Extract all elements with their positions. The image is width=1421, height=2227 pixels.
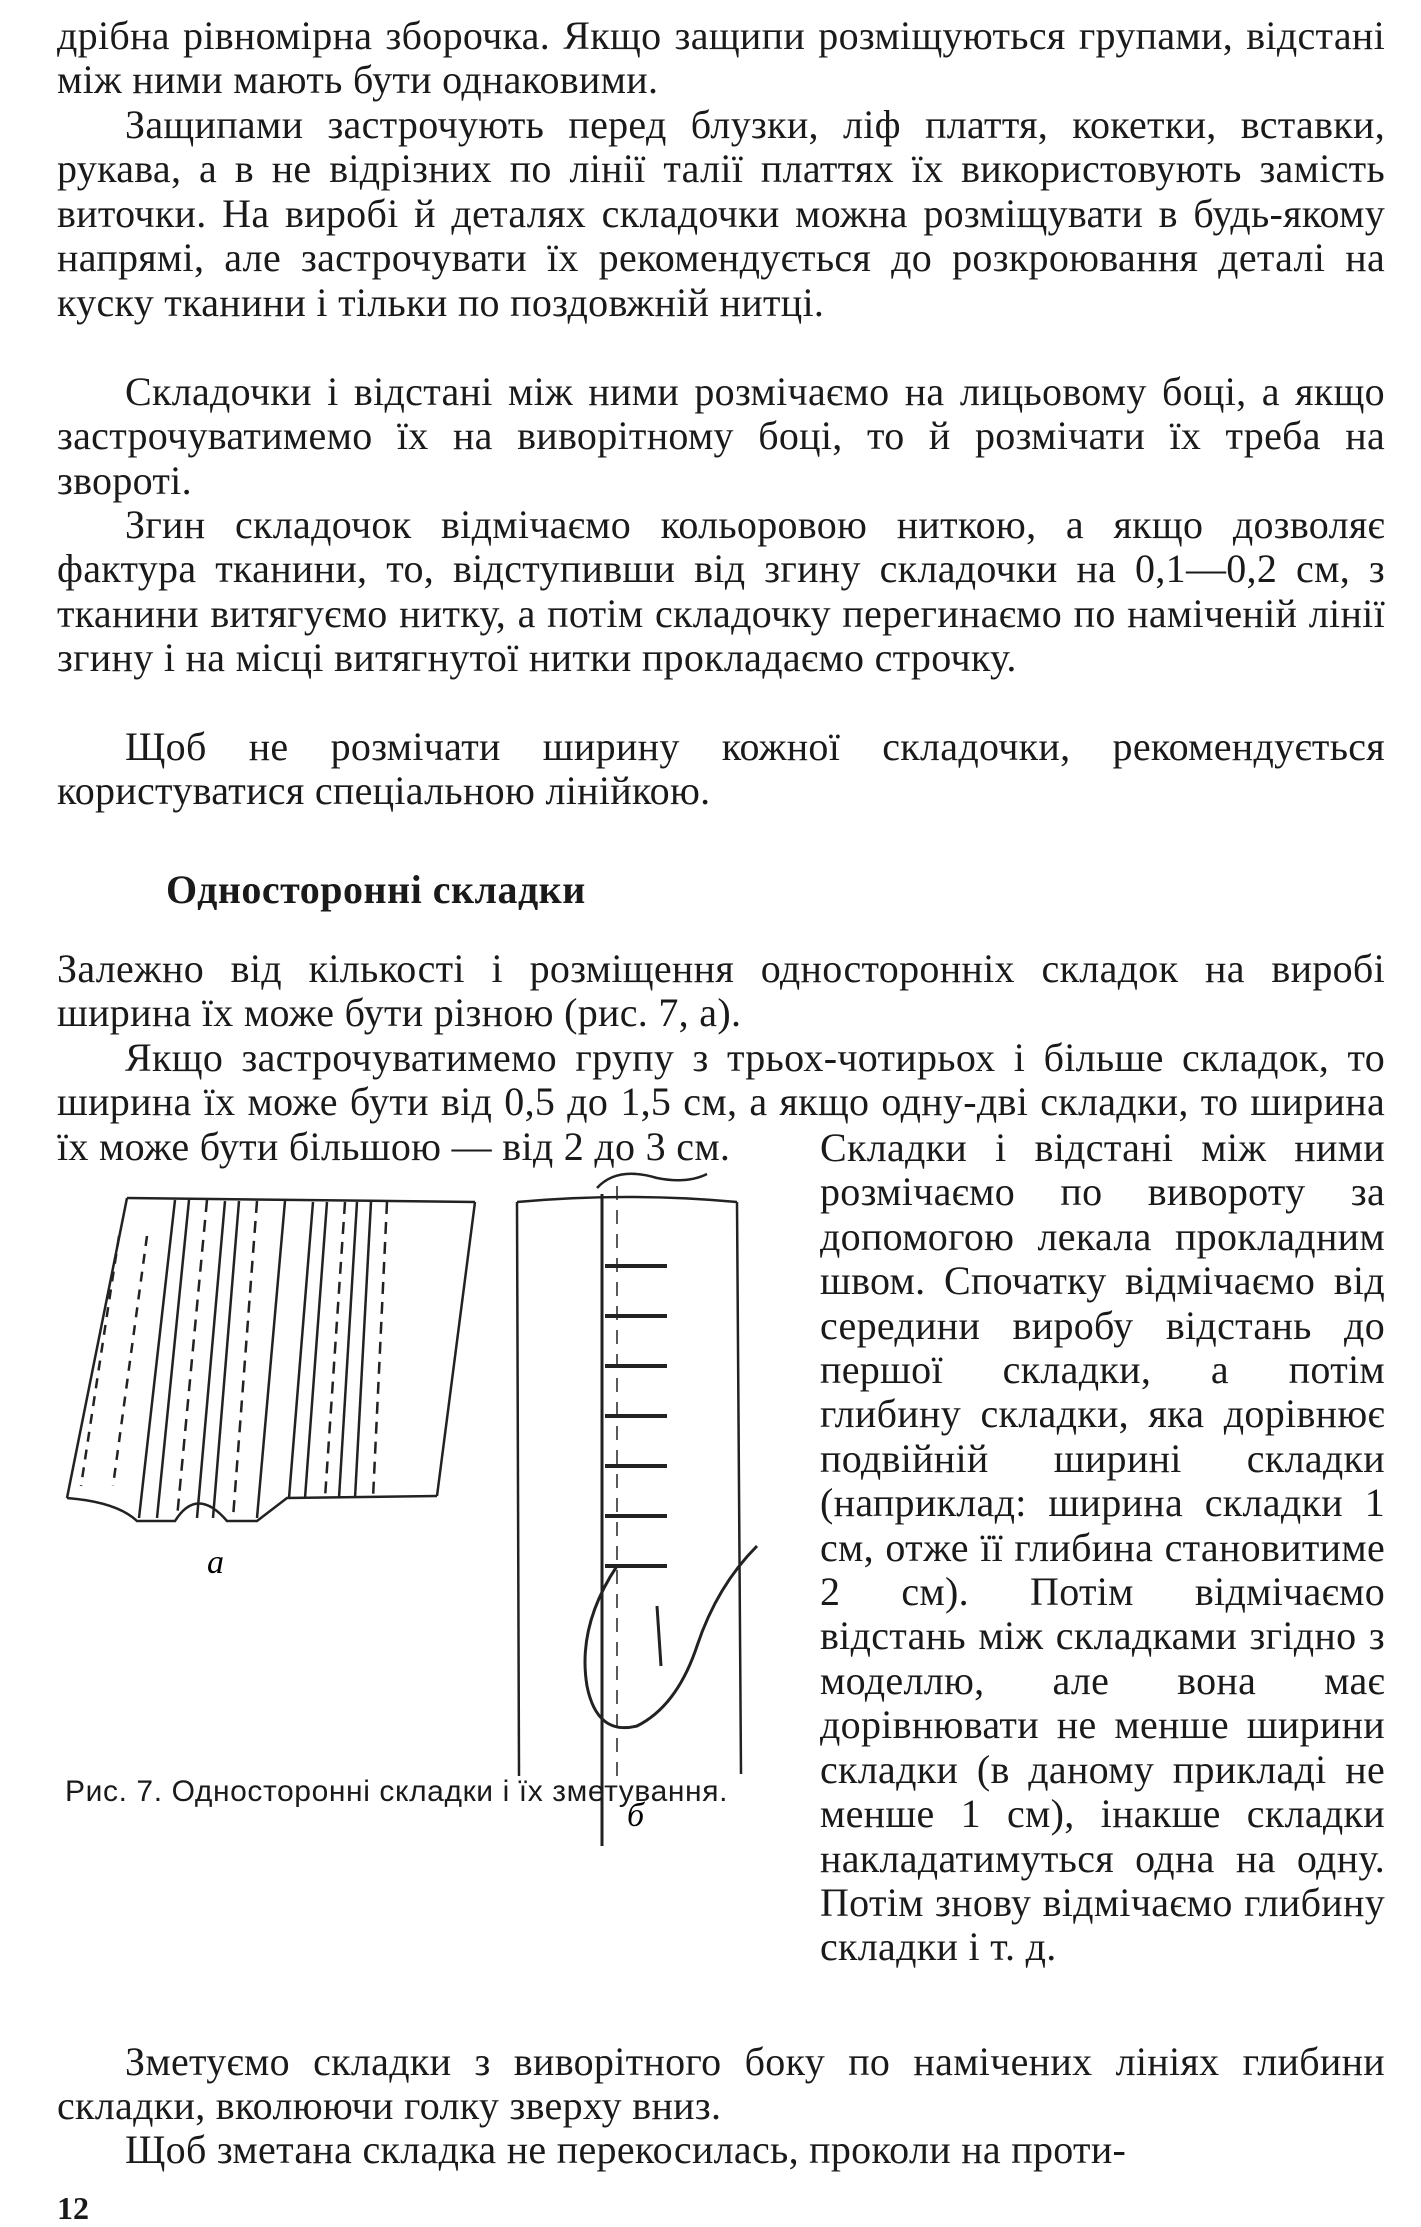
paragraph-bottom-1: Зметуємо складки з виворітного боку по намічених лініях глибини складки, вколюючи голку зверху вниз. xyxy=(57,2039,1385,2129)
figure-label-b: б xyxy=(627,1797,645,1834)
wrap-paragraph-lead: Якщо застрочуватимемо групу з трьох-чотирьох і більше складок, то ширина їх може бути від 0,5 до 1,5 см, а якщо одну-дві складки, то ширина їх може бути більшою — від 2 до 3 см. xyxy=(57,1035,1385,1169)
pleats-illustration xyxy=(57,1126,809,1866)
paragraph-1: дрібна рівномірна зборочка. Якщо защипи розміщуються групами, відстані між ними мають бути однаковими. xyxy=(57,13,1385,103)
wrap-paragraph-2: Складки і відстані між ними розмічаємо по вивороту за допомогою лекала прокладним швом. Спочатку відмічаємо від середини виробу відстань до першої складки, а потім глибину складки, яка дорівнює подвійній ширині складки (наприклад: ширина складки 1 см, отже її глибина становитиме 2 см). Потім відмічаємо відстань між складками згідно з моделлю, але вона має дорівнювати не менше ширини складки (в даному прикладі не менше 1 см), інакше складки накладатимуться одна на одну. Потім знову відмічаємо глибину складки і т. д. xyxy=(820,1125,1385,1970)
section-intro: Залежно від кількості і розміщення односторонніх складок на виробі ширина їх може бути різною (рис. 7, а). xyxy=(57,946,1385,1036)
section-heading: Односторонні складки xyxy=(166,867,586,912)
figure-a xyxy=(67,1198,475,1521)
figure-label-a: а xyxy=(207,1544,224,1581)
paragraph-3: Складочки і відстані між ними розмічаємо на лицьовому боці, а якщо застрочуватимемо їх на виворітному боці, то й розмічати їх треба на звороті. xyxy=(57,369,1385,503)
page-number: 12 xyxy=(57,2190,89,2226)
paragraph-4: Згин складочок відмічаємо кольоровою ниткою, а якщо дозволяє фактура тканини, то, відступивши від згину складочки на 0,1—0,2 см, з тканини витягуємо нитку, а потім складочку перегинаємо по наміченій лінії згину і на місці витягнутої нитки прокладаємо строчку. xyxy=(57,502,1385,681)
paragraph-2: Защипами застрочують перед блузки, ліф плаття, кокетки, вставки, рукава, а в не відрізних по лінії талії платтях їх використовують замість виточки. На виробі й деталях складочки можна розміщувати в будь-якому напрямі, але застрочувати їх рекомендується до розкроювання деталі на куску тканини і тільки по поздовжній нитці. xyxy=(57,102,1385,325)
paragraph-bottom-2: Щоб зметана складка не перекосилась, проколи на проти- xyxy=(125,2127,1127,2172)
figure-caption: Рис. 7. Односторонні складки і їх зметування. xyxy=(65,1775,729,1808)
figure-7 xyxy=(57,1126,809,1866)
figure-b xyxy=(517,1174,757,1846)
paragraph-5: Щоб не розмічати ширину кожної складочки, рекомендується користуватися спеціальною лінійкою. xyxy=(57,724,1385,814)
